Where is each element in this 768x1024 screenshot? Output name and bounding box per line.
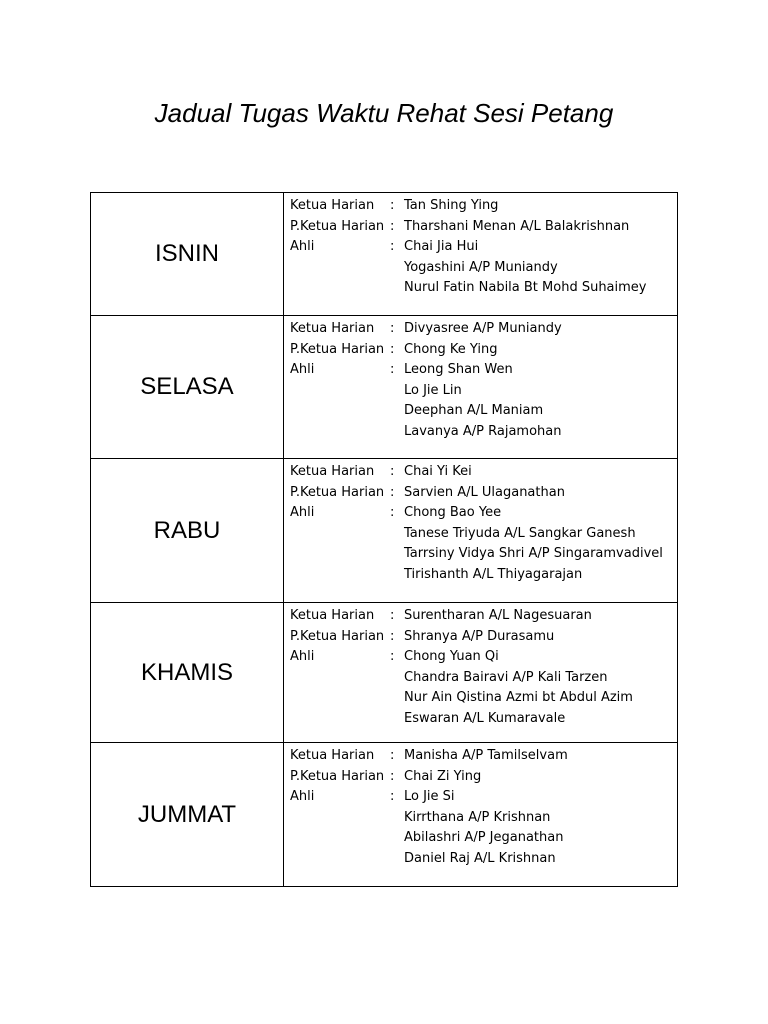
pketua-line [290, 217, 677, 238]
ketua-label: Ketua Harian [290, 321, 375, 336]
ahli-label: Ahli [290, 789, 315, 804]
separator: : [390, 649, 395, 664]
member-line [290, 828, 677, 849]
table-row [91, 603, 678, 743]
duty-info-cell [284, 743, 678, 887]
member-name: Nur Ain Qistina Azmi bt Abdul Azim [404, 690, 633, 705]
member-name: Tanese Triyuda A/L Sangkar Ganesh [404, 525, 636, 541]
member-line [290, 422, 677, 443]
ketua-label: Ketua Harian [290, 198, 375, 213]
separator: : [390, 768, 395, 784]
member-line [290, 381, 677, 402]
ahli-line [290, 787, 677, 808]
ahli-label: Ahli [290, 505, 315, 520]
ahli-label: Ahli [290, 362, 315, 377]
table-row [91, 459, 678, 603]
separator: : [390, 789, 395, 804]
member-name: Chong Bao Yee [404, 505, 502, 520]
pketua-label: P.Ketua Harian [290, 341, 385, 357]
day-cell: KHAMIS [91, 603, 284, 743]
ketua-name: Tan Shing Ying [404, 198, 499, 213]
member-name: Chai Jia Hui [404, 239, 479, 254]
pketua-name: Shranya A/P Durasamu [404, 628, 555, 644]
separator: : [390, 464, 395, 479]
separator: : [390, 198, 395, 213]
member-name: Yogashini A/P Muniandy [404, 259, 558, 275]
day-cell: SELASA [91, 316, 284, 459]
table-row [91, 193, 678, 316]
member-line [290, 544, 677, 565]
separator: : [390, 505, 395, 520]
separator: : [390, 628, 395, 644]
member-name: Leong Shan Wen [404, 362, 513, 377]
separator: : [390, 341, 395, 357]
member-name: Lavanya A/P Rajamohan [404, 423, 562, 439]
ahli-line [290, 503, 677, 524]
member-name: Kirrthana A/P Krishnan [404, 809, 551, 825]
duty-info-cell [284, 603, 678, 743]
member-name: Eswaran A/L Kumaravale [404, 710, 566, 726]
separator: : [390, 362, 395, 377]
separator: : [390, 239, 395, 254]
member-name: Lo Jie Lin [404, 382, 462, 398]
day-cell: RABU [91, 459, 284, 603]
pketua-line [290, 767, 677, 788]
pketua-name: Chong Ke Ying [404, 341, 498, 357]
member-line [290, 565, 677, 586]
member-name: Lo Jie Si [404, 789, 455, 804]
ahli-line [290, 237, 677, 258]
ketua-name: Chai Yi Kei [404, 464, 472, 479]
pketua-line [290, 340, 677, 361]
pketua-name: Chai Zi Ying [404, 768, 482, 784]
member-line [290, 258, 677, 279]
separator: : [390, 484, 395, 500]
day-cell: JUMMAT [91, 743, 284, 887]
table-row [91, 743, 678, 887]
ahli-label: Ahli [290, 239, 315, 254]
page-title: Jadual Tugas Waktu Rehat Sesi Petang [154, 98, 614, 128]
ahli-label: Ahli [290, 649, 315, 664]
duty-info-cell [284, 316, 678, 459]
member-line [290, 524, 677, 545]
separator: : [390, 218, 395, 234]
member-line [290, 808, 677, 829]
member-name: Chong Yuan Qi [404, 649, 499, 664]
ketua-line [290, 319, 677, 340]
member-line [290, 401, 677, 422]
member-name: Tirishanth A/L Thiyagarajan [404, 566, 583, 582]
duty-schedule-table [90, 192, 678, 887]
ahli-line [290, 647, 677, 668]
pketua-line [290, 483, 677, 504]
duty-info-cell [284, 193, 678, 316]
ketua-label: Ketua Harian [290, 464, 375, 479]
member-name: Abilashri A/P Jeganathan [404, 830, 564, 845]
pketua-name: Sarvien A/L Ulaganathan [404, 484, 565, 500]
ahli-line [290, 360, 677, 381]
ketua-label: Ketua Harian [290, 748, 375, 763]
ketua-line [290, 606, 677, 627]
ketua-label: Ketua Harian [290, 608, 375, 623]
pketua-name: Tharshani Menan A/L Balakrishnan [404, 218, 630, 234]
ketua-name: Surentharan A/L Nagesuaran [404, 608, 592, 623]
pketua-label: P.Ketua Harian [290, 768, 385, 784]
member-name: Daniel Raj A/L Krishnan [404, 850, 556, 866]
table-row [91, 316, 678, 459]
separator: : [390, 608, 395, 623]
member-line [290, 688, 677, 709]
duty-info-cell [284, 459, 678, 603]
member-line [290, 849, 677, 870]
day-cell: ISNIN [91, 193, 284, 316]
member-line [290, 668, 677, 689]
pketua-label: P.Ketua Harian [290, 218, 385, 234]
separator: : [390, 748, 395, 763]
pketua-line [290, 627, 677, 648]
member-name: Chandra Bairavi A/P Kali Tarzen [404, 669, 608, 685]
pketua-label: P.Ketua Harian [290, 484, 385, 500]
member-name: Nurul Fatin Nabila Bt Mohd Suhaimey [404, 280, 647, 295]
ketua-line [290, 462, 677, 483]
pketua-label: P.Ketua Harian [290, 628, 385, 644]
member-line [290, 278, 677, 299]
member-name: Tarrsiny Vidya Shri A/P Singaramvadivel [404, 546, 663, 561]
separator: : [390, 321, 395, 336]
ketua-line [290, 746, 677, 767]
ketua-name: Divyasree A/P Muniandy [404, 321, 562, 336]
ketua-line [290, 196, 677, 217]
member-line [290, 709, 677, 730]
member-name: Deephan A/L Maniam [404, 403, 544, 418]
ketua-name: Manisha A/P Tamilselvam [404, 748, 568, 763]
